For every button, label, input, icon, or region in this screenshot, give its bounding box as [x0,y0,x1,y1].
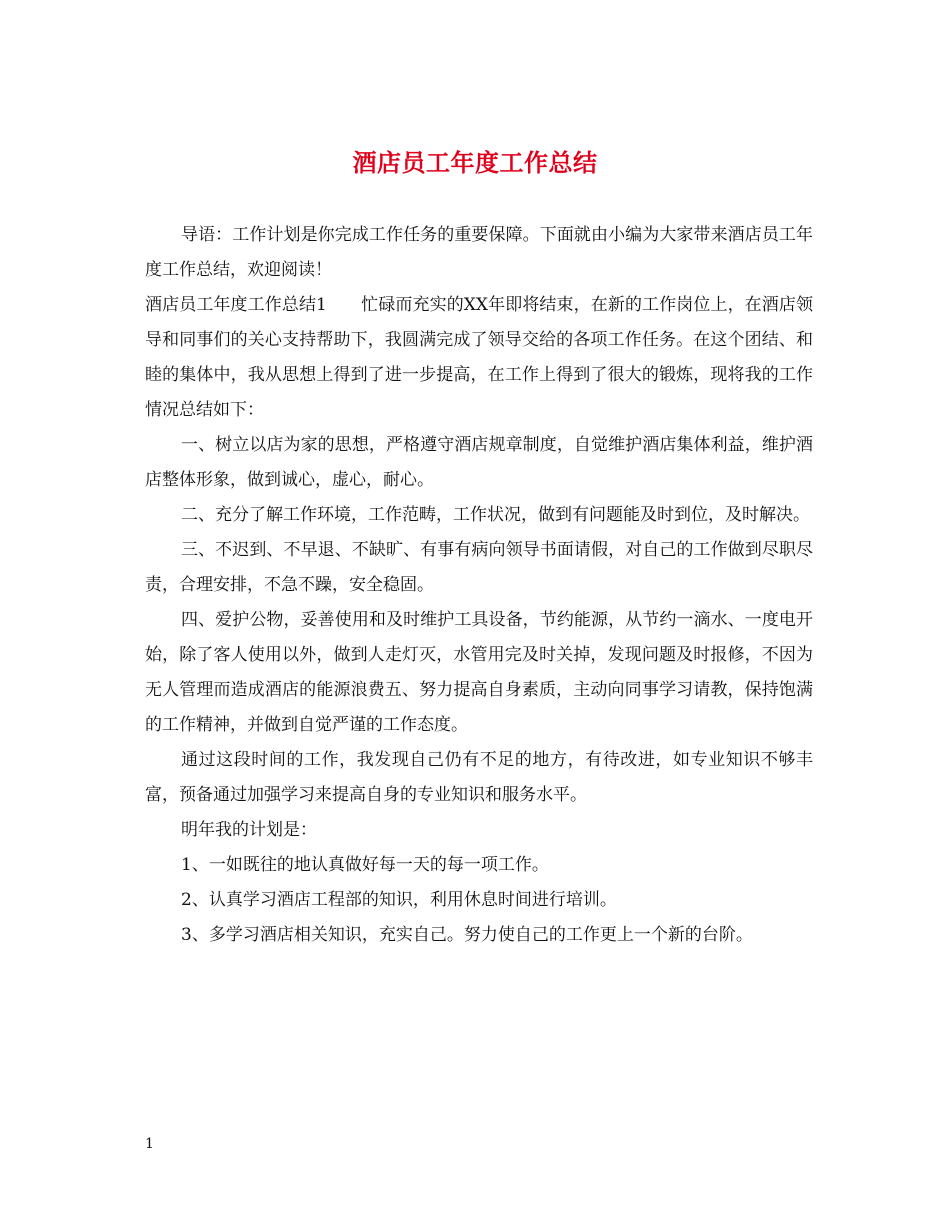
summary-paragraph: 酒店员工年度工作总结1 忙碌而充实的XX年即将结束，在新的工作岗位上，在酒店领导和同事们的关心支持帮助下，我圆满完成了领导交给的各项工作任务。在这个团结、和睦的集体中，我从思想上得到了进一步提高，在工作上得到了很大的锻炼，现将我的工作情况总结如下： [145,295,813,420]
plan-heading: 明年我的计划是： [181,820,317,840]
plan-item-three: 3、多学习酒店相关知识，充实自己。努力使自己的工作更上一个新的台阶。 [181,925,753,945]
point-four-paragraph: 四、爱护公物，妥善使用和及时维护工具设备，节约能源，从节约一滴水、一度电开始，除了客人使用以外，做到人走灯灭，水管用完及时关掉，发现问题及时报修，不因为无人管理而造成酒店的能源浪费五、努力提高自身素质，主动向同事学习请教，保持饱满的工作精神，并做到自觉严谨的工作态度。 [145,610,813,735]
point-one-paragraph: 一、树立以店为家的思想，严格遵守酒店规章制度，自觉维护酒店集体利益，维护酒店整体形象，做到诚心，虚心，耐心。 [145,435,813,490]
plan-item-one: 1、一如既往的地认真做好每一天的每一项工作。 [181,855,549,875]
plan-item-two: 2、认真学习酒店工程部的知识，利用休息时间进行培训。 [181,890,617,910]
point-three-paragraph: 三、不迟到、不早退、不缺旷、有事有病向领导书面请假，对自己的工作做到尽职尽责，合理安排，不急不躁，安全稳固。 [145,540,813,595]
intro-paragraph: 导语：工作计划是你完成工作任务的重要保障。下面就由小编为大家带来酒店员工年度工作总结，欢迎阅读！ [145,225,813,280]
reflection-paragraph: 通过这段时间的工作，我发现自己仍有不足的地方，有待改进，如专业知识不够丰富，预备通过加强学习来提高自身的专业知识和服务水平。 [145,750,813,805]
point-two-paragraph: 二、充分了解工作环境，工作范畴，工作状况，做到有问题能及时到位，及时解决。 [181,505,810,525]
page-number: 1 [145,1136,154,1152]
document-title: 酒店员工年度工作总结 [352,148,598,177]
document-body [145,218,813,953]
